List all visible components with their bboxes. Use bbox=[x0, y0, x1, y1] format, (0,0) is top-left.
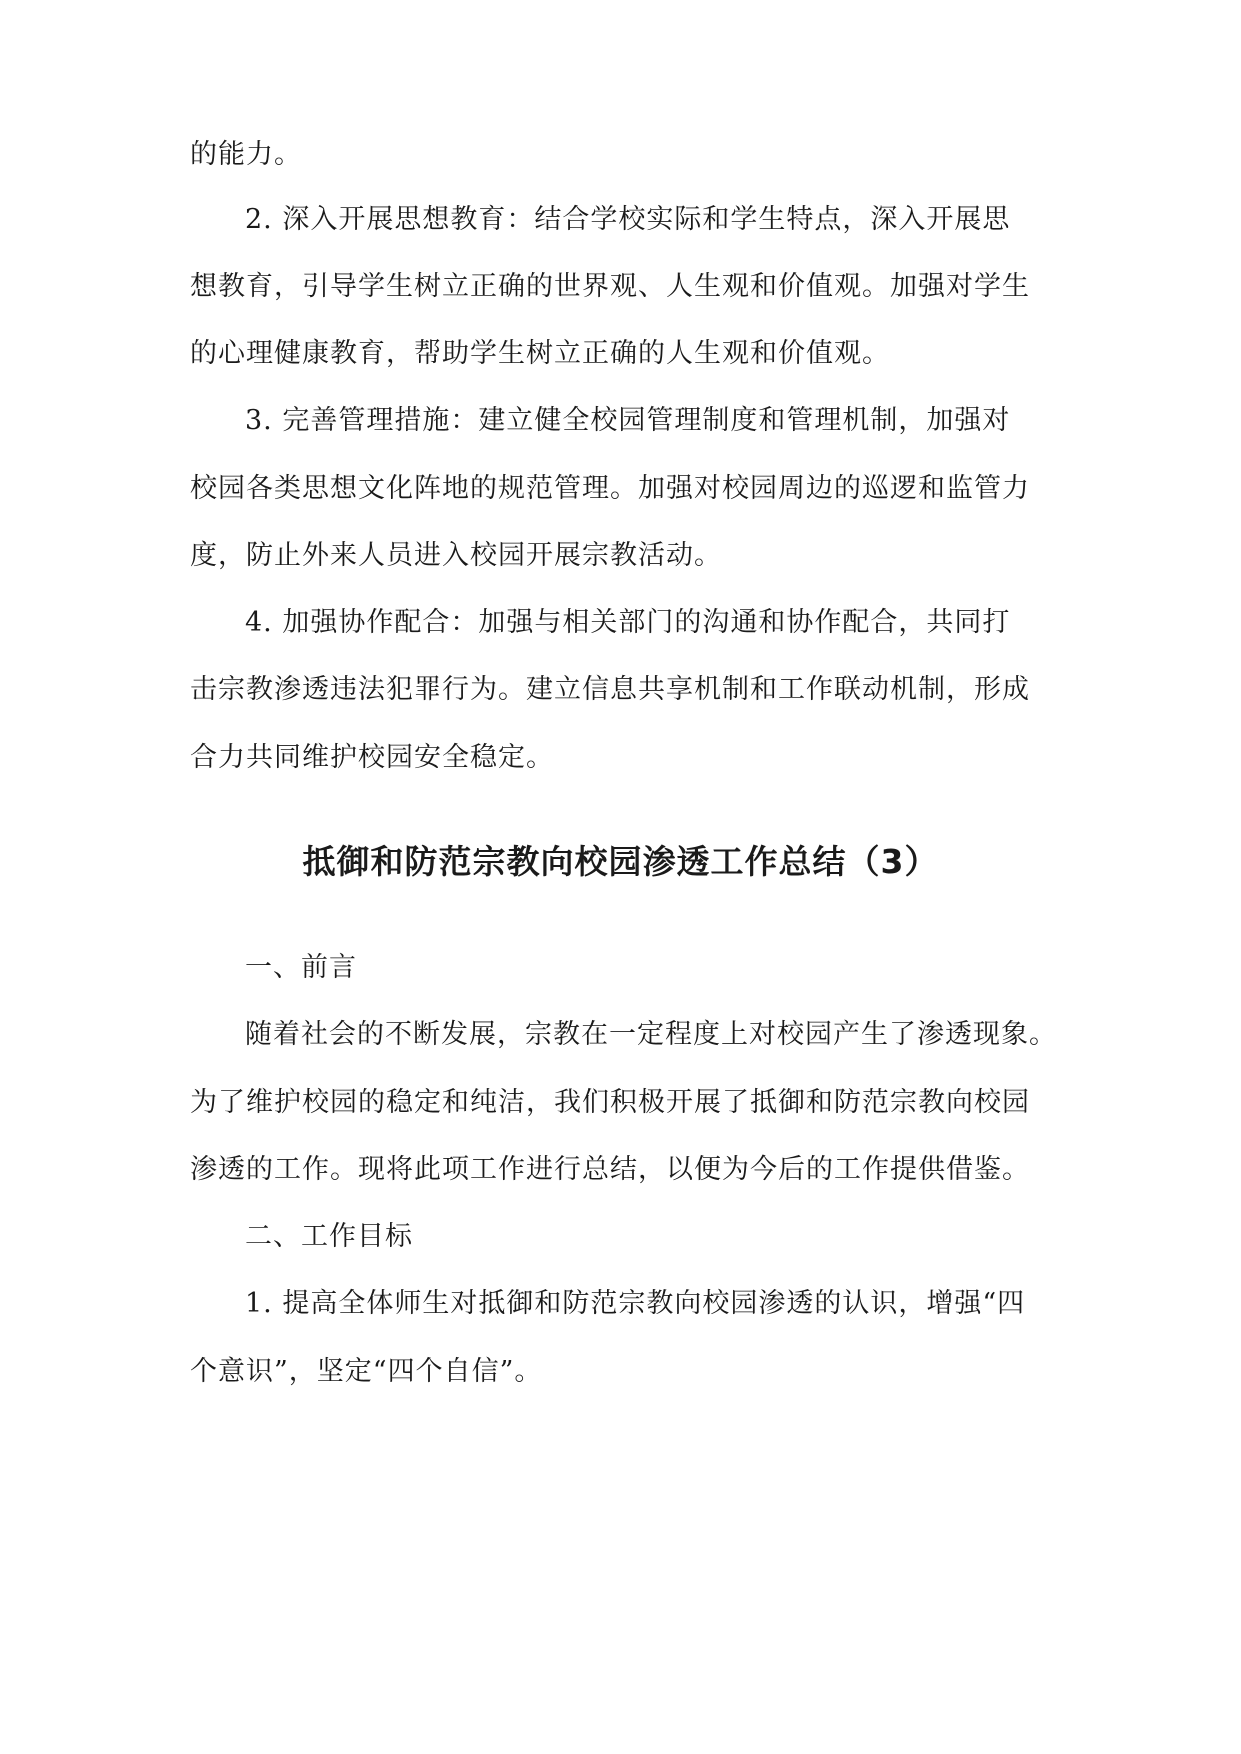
section-heading: 一、前言 bbox=[245, 952, 357, 983]
paragraph-line: 个意识”，坚定“四个自信”。 bbox=[190, 1356, 543, 1387]
paragraph-line: 4. 加强协作配合：加强与相关部门的沟通和协作配合，共同打 bbox=[245, 607, 1011, 638]
paragraph-line: 的能力。 bbox=[190, 139, 302, 170]
paragraph-line: 击宗教渗透违法犯罪行为。建立信息共享机制和工作联动机制，形成 bbox=[190, 674, 1030, 705]
paragraph-line: 3. 完善管理措施：建立健全校园管理制度和管理机制，加强对 bbox=[245, 405, 1011, 436]
paragraph-line: 为了维护校园的稳定和纯洁，我们积极开展了抵御和防范宗教向校园 bbox=[190, 1087, 1030, 1118]
paragraph-line: 度，防止外来人员进入校园开展宗教活动。 bbox=[190, 540, 722, 571]
paragraph-line: 2. 深入开展思想教育：结合学校实际和学生特点，深入开展思 bbox=[245, 204, 1011, 235]
paragraph-line: 渗透的工作。现将此项工作进行总结，以便为今后的工作提供借鉴。 bbox=[190, 1154, 1030, 1185]
paragraph-line: 校园各类思想文化阵地的规范管理。加强对校园周边的巡逻和监管力 bbox=[190, 473, 1030, 504]
page-title: 抵御和防范宗教向校园渗透工作总结（3） bbox=[302, 842, 939, 881]
section-heading: 二、工作目标 bbox=[245, 1221, 413, 1252]
paragraph-line: 想教育，引导学生树立正确的世界观、人生观和价值观。加强对学生 bbox=[190, 271, 1030, 302]
paragraph-line: 合力共同维护校园安全稳定。 bbox=[190, 742, 554, 773]
paragraph-line: 的心理健康教育，帮助学生树立正确的人生观和价值观。 bbox=[190, 338, 890, 369]
paragraph-line: 1. 提高全体师生对抵御和防范宗教向校园渗透的认识，增强“四 bbox=[245, 1288, 1026, 1319]
paragraph-line: 随着社会的不断发展，宗教在一定程度上对校园产生了渗透现象。 bbox=[245, 1019, 1057, 1050]
